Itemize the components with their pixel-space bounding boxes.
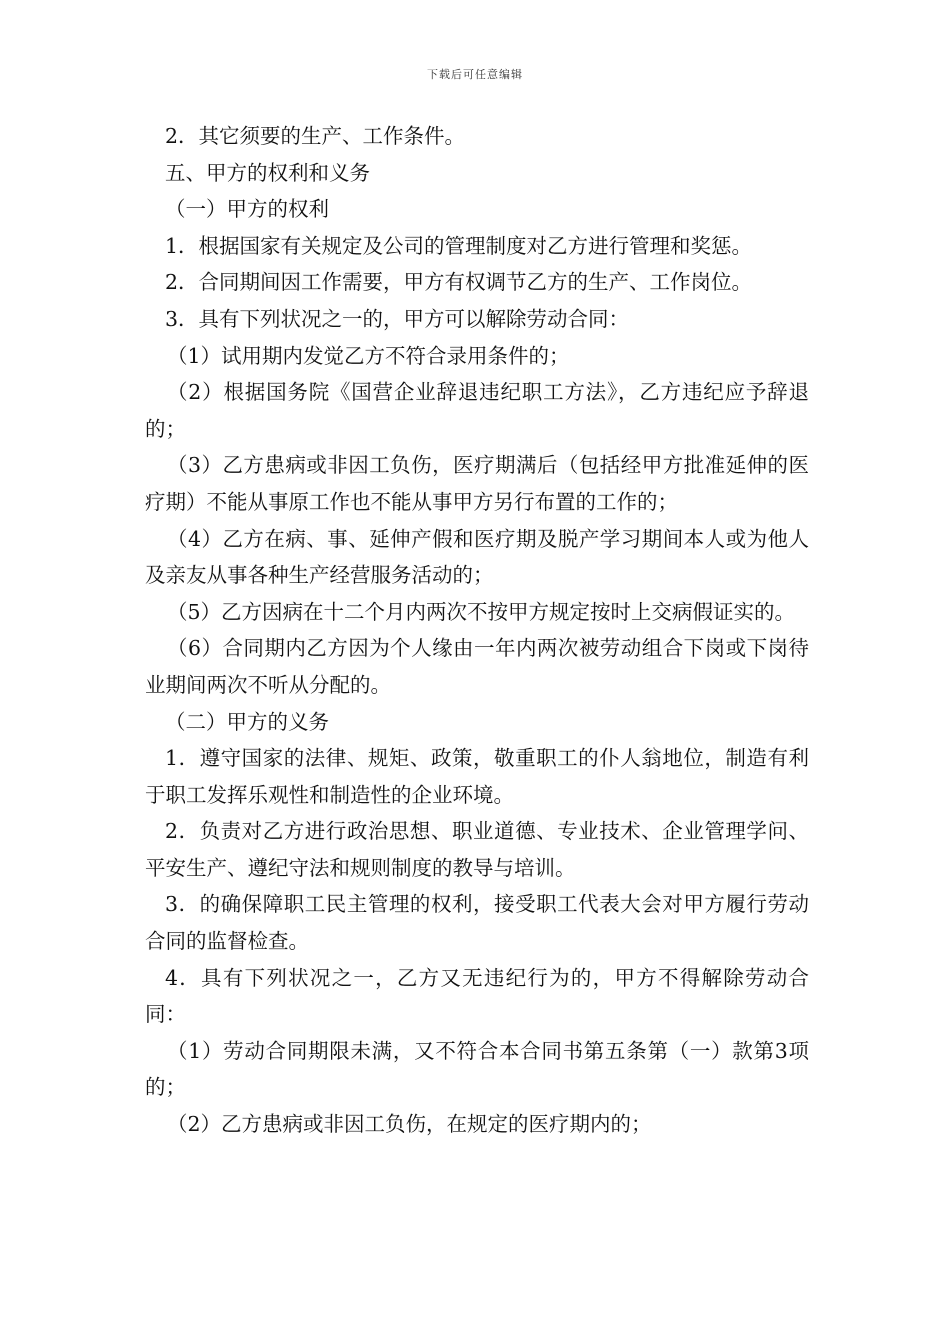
section-heading: 五、甲方的权利和义务 bbox=[165, 160, 370, 185]
list-item: （4）乙方在病、事、延伸产假和医疗期及脱产学习期间本人或为他人及亲友从事各种生产经营服务活动的； bbox=[145, 526, 809, 588]
paragraph: 4．具有下列状况之一，乙方又无违纪行为的，甲方不得解除劳动合同： bbox=[145, 965, 809, 1027]
paragraph: 2．其它须要的生产、工作条件。 bbox=[165, 124, 466, 148]
paragraph: 1．根据国家有关规定及公司的管理制度对乙方进行管理和奖惩。 bbox=[165, 233, 753, 258]
paragraph: 3．的确保障职工民主管理的权利，接受职工代表大会对甲方履行劳动合同的监督检查。 bbox=[145, 892, 809, 954]
subsection-heading: （一）甲方的权利 bbox=[165, 197, 329, 222]
list-item: （3）乙方患病或非因工负伤，医疗期满后（包括经甲方批准延伸的医疗期）不能从事原工作也不能从事甲方另行布置的工作的； bbox=[145, 453, 809, 514]
page-header: 下载后可任意编辑 bbox=[427, 68, 523, 81]
document-body bbox=[145, 118, 809, 1143]
list-item: （5）乙方因病在十二个月内两次不按甲方规定按时上交病假证实的。 bbox=[167, 599, 796, 624]
paragraph: 1．遵守国家的法律、规矩、政策，敬重职工的仆人翁地位，制造有利于职工发挥乐观性和制造性的企业环境。 bbox=[145, 746, 809, 807]
paragraph: 2．合同期间因工作需要，甲方有权调节乙方的生产、工作岗位。 bbox=[165, 270, 753, 295]
paragraph: 2．负责对乙方进行政治思想、职业道德、专业技术、企业管理学问、平安生产、遵纪守法和规则制度的教导与培训。 bbox=[145, 819, 809, 880]
list-item: （2）根据国务院《国营企业辞退违纪职工方法》，乙方违纪应予辞退的； bbox=[145, 380, 809, 441]
paragraph: 3．具有下列状况之一的，甲方可以解除劳动合同： bbox=[165, 306, 630, 331]
list-item: （2）乙方患病或非因工负伤，在规定的医疗期内的； bbox=[167, 1112, 652, 1137]
list-item: （6）合同期内乙方因为个人缘由一年内两次被劳动组合下岗或下岗待业期间两次不听从分配的。 bbox=[145, 636, 809, 697]
list-item: （1）劳动合同期限未满，又不符合本合同书第五条第（一）款第3项的； bbox=[145, 1038, 809, 1100]
subsection-heading: （二）甲方的义务 bbox=[165, 709, 329, 734]
list-item: （1）试用期内发觉乙方不符合录用条件的； bbox=[167, 343, 570, 368]
